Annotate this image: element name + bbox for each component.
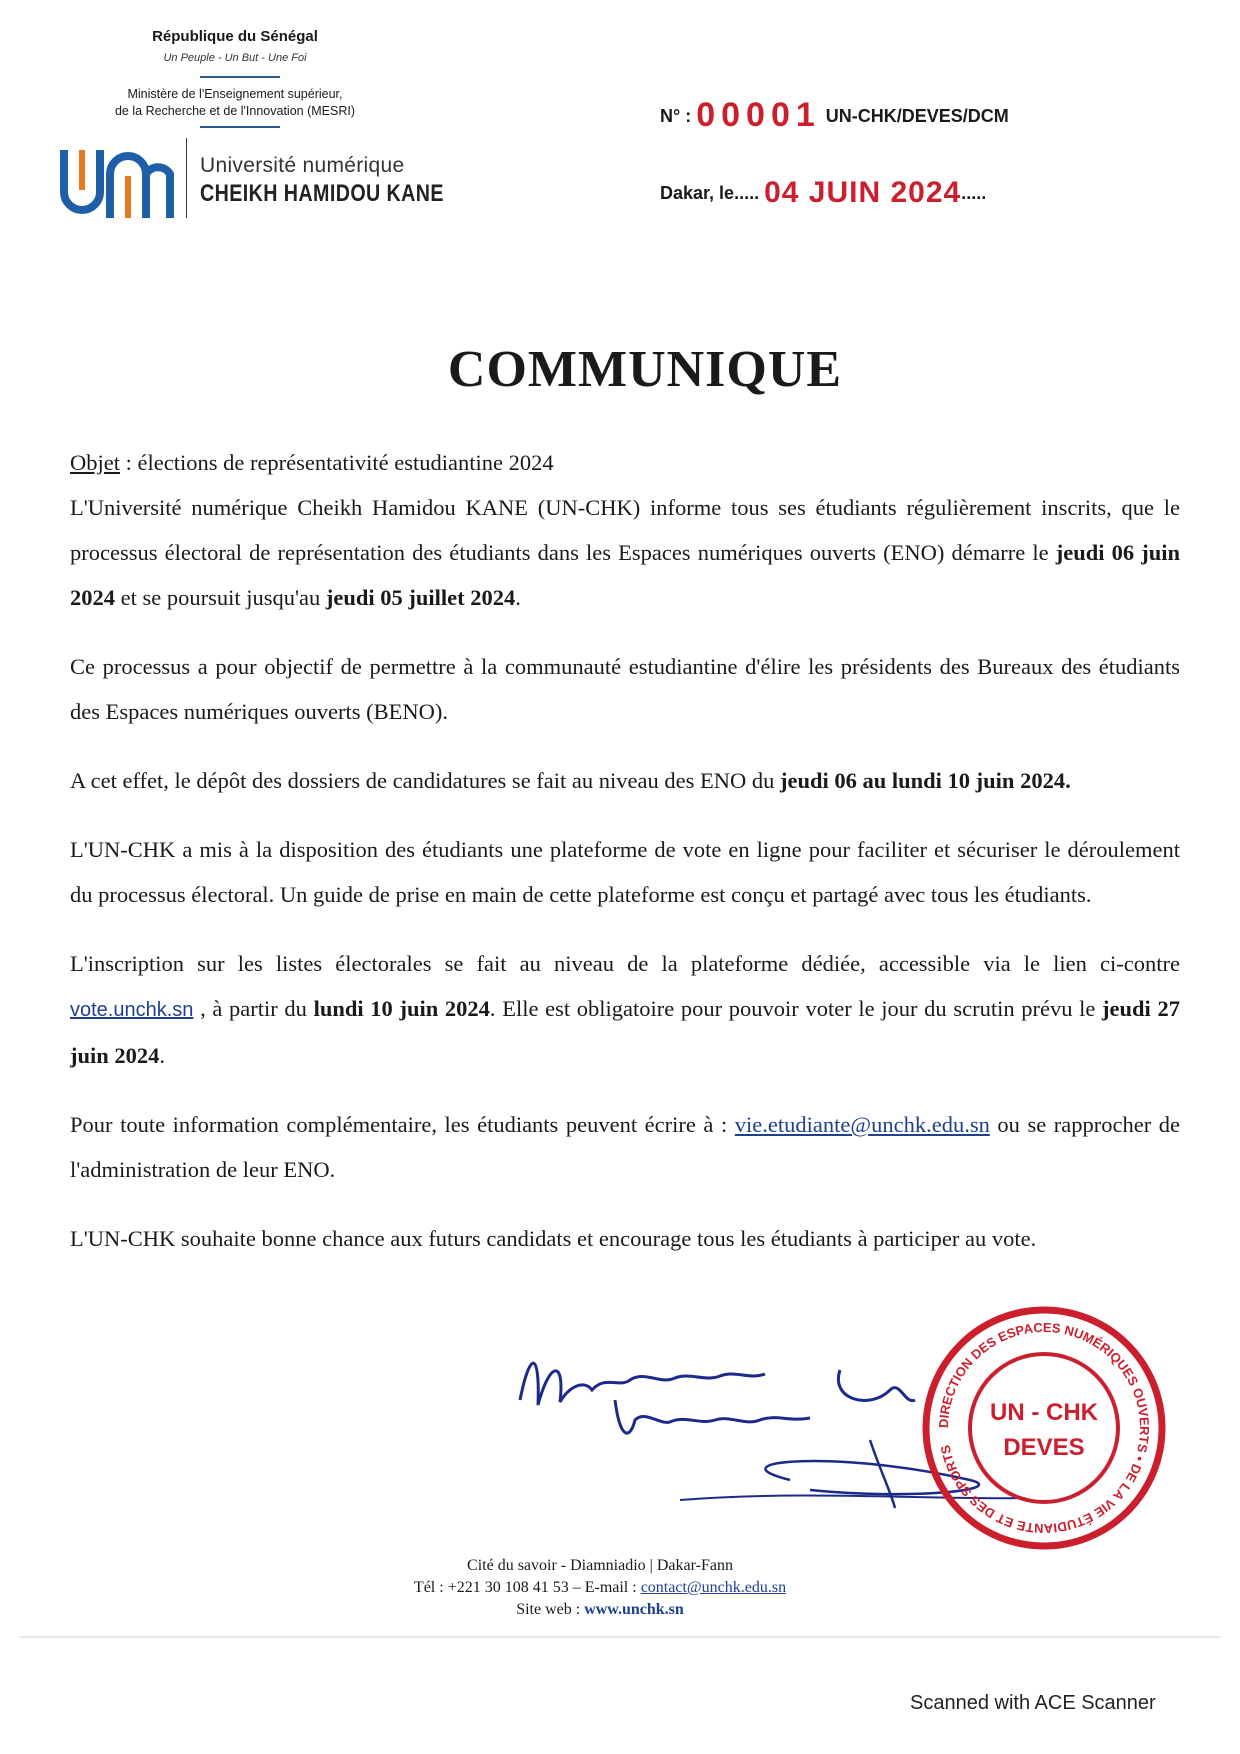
contact-email-link[interactable]: vie.etudiante@unchk.edu.sn bbox=[734, 1112, 990, 1137]
footer-website-link[interactable]: www.unchk.sn bbox=[584, 1601, 684, 1618]
text: ou se rapprocher de l'administration de leur ENO. bbox=[70, 1112, 1180, 1182]
vote-platform-link[interactable]: vote.unchk.sn bbox=[70, 999, 194, 1021]
university-name-line-1: Université numérique bbox=[200, 154, 405, 177]
paragraph-intro bbox=[70, 485, 1180, 620]
footer-phone-line bbox=[340, 1577, 860, 1599]
scanner-watermark: Scanned with ACE Scanner bbox=[910, 1692, 1156, 1714]
paragraph-objective: Ce processus a pour objectif de permettre à la communauté estudiantine d'élire les présidents des Bureaux des étudiants des Espaces numériques ouverts (BENO). bbox=[70, 654, 1180, 724]
university-logo-icon bbox=[56, 140, 176, 224]
subject-text: : élections de représentativité estudiantine 2024 bbox=[120, 450, 554, 475]
text: . bbox=[159, 1043, 166, 1068]
registration-date: lundi 10 juin 2024 bbox=[313, 996, 490, 1021]
election-date: jeudi 27 juin 2024 bbox=[70, 996, 1180, 1068]
text: A cet effet, le dépôt des dossiers de candidatures se fait au niveau des ENO du bbox=[70, 768, 780, 793]
text: L'inscription sur les listes électorales se fait au niveau de la plateforme dédiée, accessible via le lien ci-contre bbox=[70, 951, 1180, 976]
end-date: jeudi 05 juillet 2024 bbox=[325, 585, 516, 610]
paragraph-candidacy bbox=[70, 758, 1180, 803]
subject-line bbox=[70, 440, 1180, 485]
republic-name: République du Sénégal bbox=[152, 28, 318, 45]
start-date: jeudi 06 juin 2024 bbox=[70, 540, 1181, 610]
text: . Elle est obligatoire pour pouvoir voter le jour du scrutin prévu le bbox=[489, 996, 1103, 1021]
candidacy-dates: jeudi 06 au lundi 10 juin 2024. bbox=[779, 768, 1071, 793]
footer-contact bbox=[340, 1555, 860, 1621]
footer-web-label: Site web : bbox=[516, 1601, 585, 1618]
paragraph-registration bbox=[70, 941, 1180, 1078]
paragraph-contact bbox=[70, 1102, 1180, 1192]
text: , à partir du bbox=[193, 996, 314, 1021]
stamp-center-line-2: DEVES bbox=[1003, 1434, 1085, 1461]
reference-label: N° : bbox=[660, 106, 692, 126]
subject-label: Objet bbox=[70, 450, 120, 475]
footer-email-link[interactable]: contact@unchk.edu.sn bbox=[640, 1579, 787, 1596]
paragraph-closing: L'UN-CHK souhaite bonne chance aux futurs candidats et encourage tous les étudiants à participer au vote. bbox=[70, 1226, 1037, 1251]
logo-separator bbox=[186, 138, 187, 218]
ministry-line-1: Ministère de l'Enseignement supérieur, bbox=[127, 87, 343, 101]
text: L'Université numérique Cheikh Hamidou KANE (UN-CHK) informe tous ses étudiants régulièrement inscrits, que le processus électoral de représentation des étudiants dans les Espaces numériques ouverts (ENO) démarre le bbox=[70, 495, 1180, 565]
document-date: Dakar, le..... 04 JUIN 2024..... bbox=[660, 176, 987, 209]
official-stamp-icon bbox=[916, 1300, 1172, 1556]
document-body bbox=[70, 440, 1180, 1285]
footer-phone: Tél : +221 30 108 41 53 – E-mail : bbox=[413, 1579, 641, 1596]
footer-address: Cité du savoir - Diamniadio | Dakar-Fann bbox=[467, 1557, 733, 1574]
document-title: COMMUNIQUE bbox=[447, 341, 843, 398]
text: Pour toute information complémentaire, les étudiants peuvent écrire à : bbox=[70, 1112, 735, 1137]
ministry-name bbox=[70, 86, 400, 120]
date-label: Dakar, le bbox=[660, 183, 735, 203]
reference-suffix: UN-CHK/DEVES/DCM bbox=[825, 106, 1009, 126]
header-divider bbox=[200, 76, 280, 78]
university-name-line-2: CHEIKH HAMIDOU KANE bbox=[200, 180, 444, 207]
national-motto: Un Peuple - Un But - Une Foi bbox=[163, 52, 307, 64]
stamp-ring-text: DIRECTION DES ESPACES NUMÉRIQUES OUVERTS • DE LA VIE ÉTUDIANTE ET DES SPORTS bbox=[935, 1319, 1153, 1537]
footer-web-line bbox=[340, 1599, 860, 1621]
text: et se poursuit jusqu'au bbox=[115, 585, 326, 610]
footer-divider bbox=[20, 1636, 1220, 1638]
date-stamp: 04 JUIN 2024 bbox=[764, 176, 962, 209]
text: . bbox=[515, 585, 521, 610]
header-divider bbox=[200, 126, 280, 128]
paragraph-platform: L'UN-CHK a mis à la disposition des étudiants une plateforme de vote en ligne pour faciliter et sécuriser le déroulement du processus électoral. Un guide de prise en main de cette plateforme est conçu et partagé avec tous les étudiants. bbox=[70, 837, 1180, 907]
reference-stamp: 00001 bbox=[696, 96, 821, 134]
reference-number bbox=[660, 96, 1009, 135]
stamp-center-line-1: UN - CHK bbox=[990, 1399, 1098, 1426]
ministry-line-2: de la Recherche et de l'Innovation (MESRI) bbox=[114, 104, 355, 118]
